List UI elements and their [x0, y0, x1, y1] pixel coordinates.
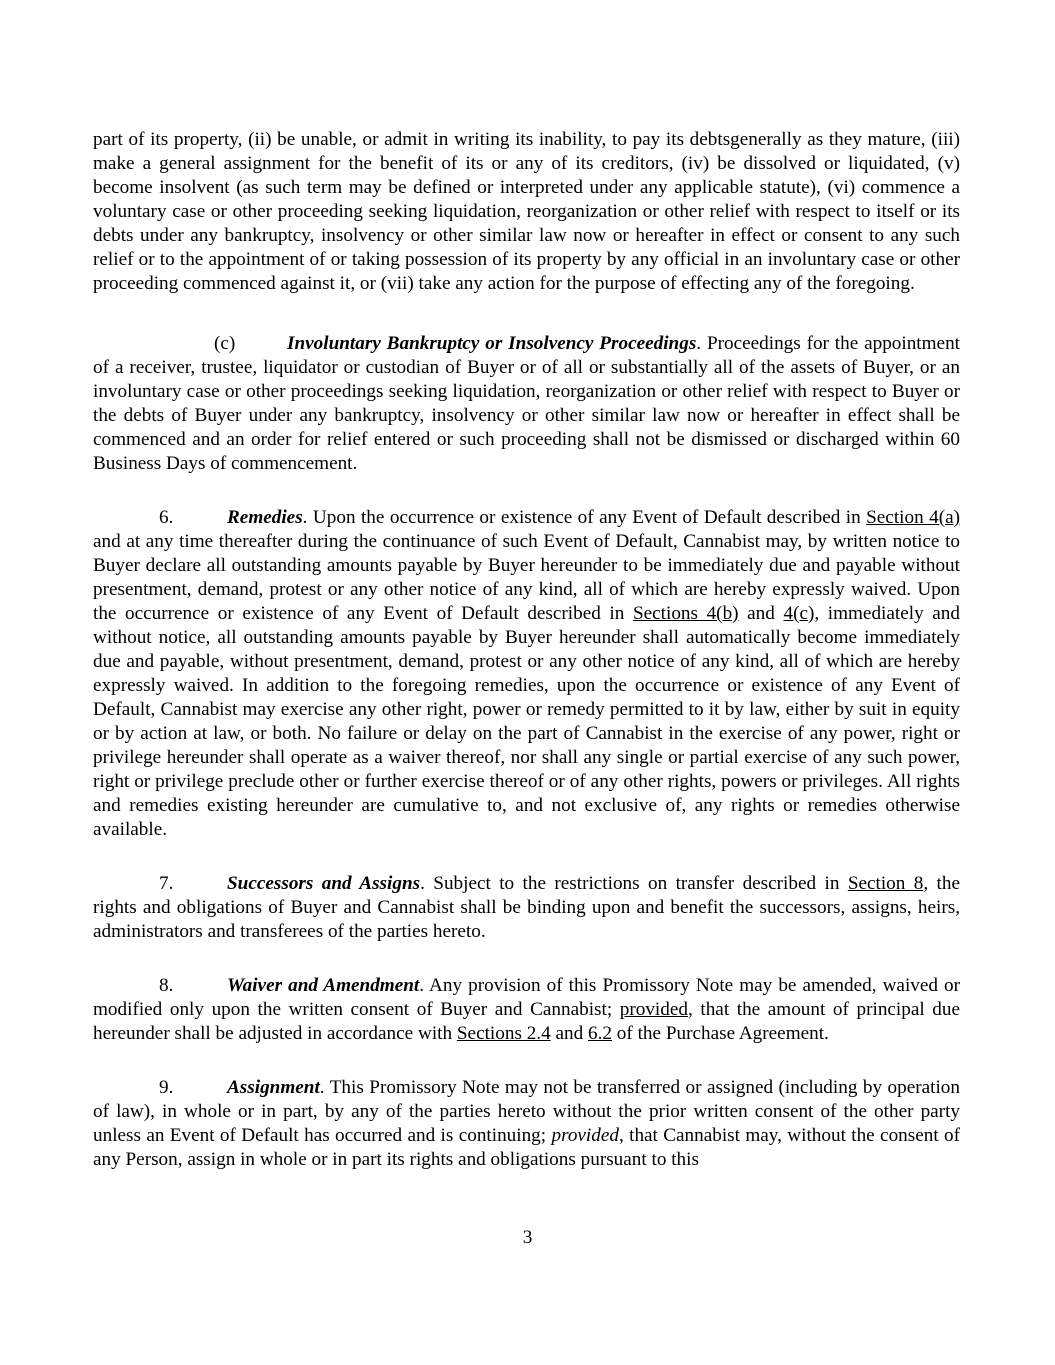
section-6-paragraph: [93, 506, 960, 842]
section-8-ref-6-2: 6.2: [588, 1023, 612, 1044]
section-6-text-3: and: [738, 603, 784, 624]
section-8-text-3: and: [550, 1023, 589, 1044]
page-number: 3: [522, 1227, 533, 1248]
section-6-ref-4c: 4(c): [783, 603, 815, 624]
section-c-paragraph: [93, 332, 960, 476]
paragraph-continuation: [93, 128, 960, 296]
section-9-text-1: . This Promissory Note may not be transferred or assigned (including by operation of law), in whole or in part, by any of the parties hereto without the prior written consent of the other party unless an Event of Default has occurred and is continuing;: [93, 1077, 960, 1146]
section-8-ref-provided: provided: [619, 999, 688, 1020]
section-6-ref-sections-4b: Sections 4(b): [632, 603, 739, 624]
section-8-ref-sections-2-4: Sections 2.4: [456, 1023, 551, 1044]
section-6-text-2: and at any time thereafter during the continuance of such Event of Default, Cannabist may, by written notice to Buyer declare all outstanding amounts payable by Buyer hereunder to be immediately due and payable without presentment, demand, protest or any other notice of any kind, all of which are hereby expressly waived. Upon the occurrence or existence of any Event of Default described in: [93, 531, 960, 624]
section-7-text-1: . Subject to the restrictions on transfer described in: [420, 873, 848, 894]
section-9-text-2: , that Cannabist may, without the consent of any Person, assign in whole or in part its rights and obligations pursuant to this: [93, 1125, 960, 1170]
section-9-paragraph: [93, 1076, 960, 1172]
section-6-ref-section-4a: Section 4(a): [866, 507, 960, 528]
section-9-number: 9.: [159, 1077, 174, 1098]
section-7-number: 7.: [159, 873, 174, 894]
section-6-heading: Remedies: [227, 507, 303, 528]
section-8-text-1: . Any provision of this Promissory Note may be amended, waived or modified only upon the written consent of Buyer and Cannabist;: [93, 975, 961, 1020]
section-c-heading: Involuntary Bankruptcy or Insolvency Proceedings: [287, 333, 697, 354]
section-c-text: . Proceedings for the appointment of a receiver, trustee, liquidator or custodian of Buyer or of all or substantially all of the assets of Buyer, or an involuntary case or other proceedings seeking liquidation, reorganization or other relief with respect to Buyer or the debts of Buyer under any bankruptcy, insolvency or other similar law now or hereafter in effect shall be commenced and an order for relief entered or such proceeding shall not be dismissed or discharged within 60 Business Days of commencement.: [93, 333, 960, 474]
section-8-text-2: , that the amount of principal due hereunder shall be adjusted in accordance with: [93, 999, 960, 1044]
section-6-text-1: . Upon the occurrence or existence of any Event of Default described in: [302, 507, 867, 528]
paragraph-continuation-text: part of its property, (ii) be unable, or admit in writing its inability, to pay its debtsgenerally as they mature, (iii) make a general assignment for the benefit of its or any of its creditors, (iv) be dissolved or liquidated, (v) become insolvent (as such term may be defined or interpreted under any applicable statute), (vi) commence a voluntary case or other proceeding seeking liquidation, reorganization or other relief with respect to itself or its debts under any bankruptcy, insolvency or other similar law now or hereafter in effect or consent to any such relief or to the appointment of or taking possession of its property by any official in an involuntary case or other proceeding commenced against it, or (vii) take any action for the purpose of effecting any of the foregoing.: [93, 129, 960, 294]
section-7-paragraph: [93, 872, 960, 944]
section-7-ref-section-8: Section 8: [847, 873, 924, 894]
document-page: [93, 128, 960, 1172]
section-6-text-4: , immediately and without notice, all outstanding amounts payable by Buyer hereunder shall automatically become immediately due and payable, without presentment, demand, protest or any other notice of any kind, all of which are hereby expressly waived. In addition to the foregoing remedies, upon the occurrence or existence of any Event of Default, Cannabist may exercise any other right, power or remedy permitted to it by law, either by suit in equity or by action at law, or both. No failure or delay on the part of Cannabist in the exercise of any power, right or privilege hereunder shall operate as a waiver thereof, nor shall any single or partial exercise of any such power, right or privilege preclude other or further exercise thereof or of any other rights, powers or privileges. All rights and remedies existing hereunder are cumulative to, and not exclusive of, any rights or remedies otherwise available.: [93, 603, 960, 840]
section-8-heading: Waiver and Amendment: [227, 975, 420, 996]
section-7-text-2: , the rights and obligations of Buyer and Cannabist shall be binding upon and benefit the successors, assigns, heirs, administrators and transferees of the parties hereto.: [93, 873, 960, 942]
section-6-number: 6.: [159, 507, 174, 528]
section-7-heading: Successors and Assigns: [227, 873, 421, 894]
section-8-paragraph: [93, 974, 960, 1046]
section-8-text-4: of the Purchase Agreement.: [612, 1023, 829, 1044]
section-c-label: (c): [214, 333, 236, 354]
section-9-heading: Assignment: [227, 1077, 320, 1098]
section-8-number: 8.: [159, 975, 174, 996]
section-9-italic-provided: provided: [551, 1125, 619, 1146]
